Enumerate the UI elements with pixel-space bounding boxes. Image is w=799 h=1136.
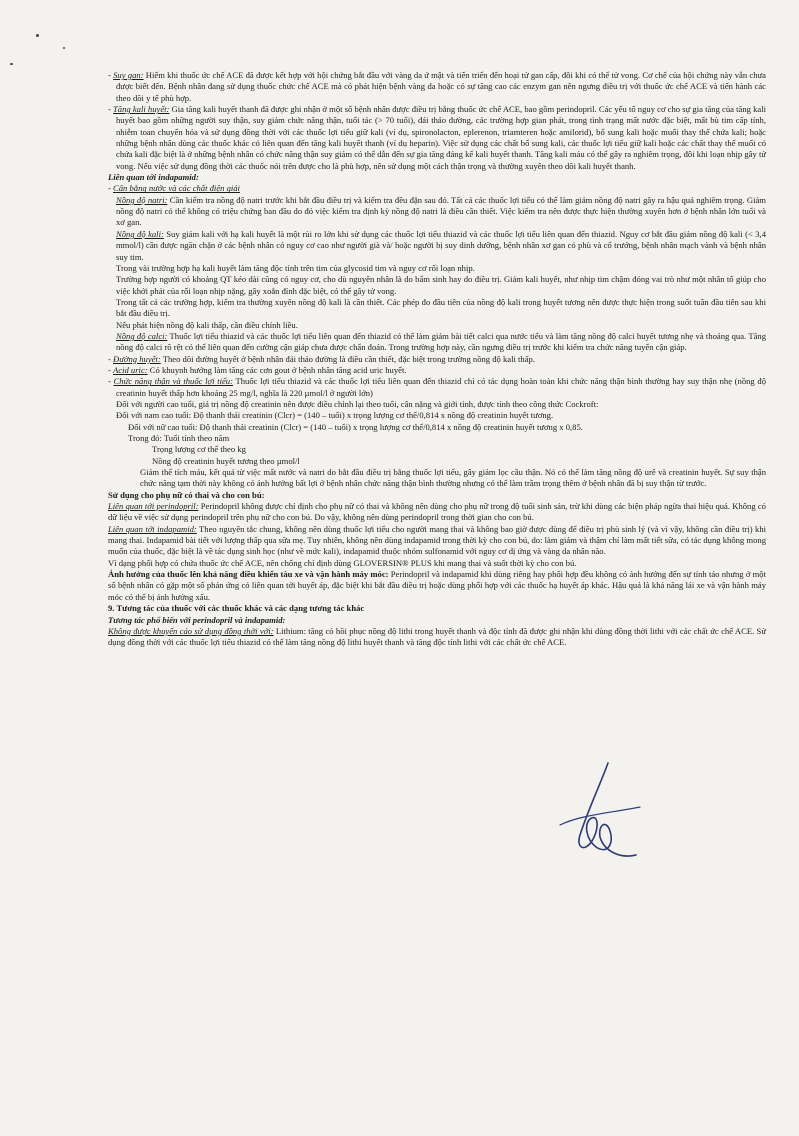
scan-speck [63,47,65,49]
document-page [108,70,766,649]
bullet-dash: - [108,353,114,364]
paragraph-label: Liên quan tới indapamid: [108,523,197,534]
paragraph-text: Vì dạng phối hợp có chứa thuốc ức chế ACE, nên chống chỉ định dùng GLOVERSIN® PLUS khi mang thai và suốt thời kỳ cho con bú. [108,557,577,568]
paragraph-label: Tăng kali huyết: [113,104,170,115]
document-paragraph [108,376,766,399]
paragraph-text: Trong vài trường hợp hạ kali huyết làm tăng độc tính trên tim của glycosid tim và nguy cơ rối loạn nhịp. [116,262,475,273]
document-paragraph [108,467,766,490]
paragraph-text: Liên quan tới indapamid: [108,172,199,183]
paragraph-label: Đường huyết: [113,353,161,364]
paragraph-text: Thuốc lợi tiểu thiazid và các thuốc lợi tiểu liên quan đến thiazid chỉ có tác dụng hoàn toàn khi chức năng thận bình thường hay suy thận nhẹ (nồng độ creatinin huyết thấp hơn khoảng 25 mg/l, nghĩa là 220 µmol/l ở người lớn) [116,376,767,398]
paragraph-text: Suy giảm kali với hạ kali huyết là một rủi ro lớn khi sử dụng các thuốc lợi tiểu thiazid và các thuốc lợi tiểu liên quan đến thiazid. Nguy cơ bắt đầu giảm nồng độ kali (< 3,4 mmol/l) cần được ngăn chặn ở các bệnh nhân có nguy cơ cao như người già và/ hoặc người bị suy dinh dưỡng, bệnh nhân xơ gan có phù và cổ trướng, bệnh nhân mạch vành và bệnh nhân suy tim. [116,228,767,262]
paragraph-text: Sử dụng cho phụ nữ có thai và cho con bú: [108,489,265,500]
paragraph-text: Trọng lượng cơ thể theo kg [152,444,246,455]
paragraph-text: Perindopril không được chỉ định cho phụ nữ có thai và không nên dùng cho phụ nữ trong độ tuổi sinh sản, trừ khi dùng các biện pháp ngừa thai hiệu quả. Không có dữ liệu về việc sử dụng perindopril trên phụ nữ cho con bú. Do vậy, không nên dùng perindopril trong thời gian cho con bú. [108,501,766,523]
document-paragraph [108,444,766,455]
paragraph-label: Nồng độ calci: [116,330,168,341]
document-paragraph [108,603,766,614]
document-paragraph [108,422,766,433]
paragraph-text: Nồng độ creatinin huyết tương theo µmol/l [152,455,300,466]
document-paragraph [108,501,766,524]
scan-speck [36,34,39,37]
document-paragraph [108,331,766,354]
paragraph-text: Theo nguyên tắc chung, không nên dùng thuốc lợi tiểu cho người mang thai và không bao giờ được dùng để điều trị phù sinh lý (và vì vậy, không cần điều trị) khi mang thai. Indapamid bài tiết với lượng thấp qua sữa mẹ. Tuy nhiên, không nên dùng indapamid trong thời kỳ cho con bú, do: làm giảm và thậm chí làm mất tiết sữa, có tác dụng không mong muốn của thuốc, đặc biệt là về tác dụng sinh học (như về mức kali), indapamid thuộc nhóm sulfonamid với nguy cơ dị ứng và vàng da nhân não. [108,523,766,557]
paragraph-text: Tương tác phổ biến với perindopril và indapamid: [108,614,286,625]
document-paragraph [108,490,766,501]
paragraph-text: Có khuynh hướng làm tăng các cơn gout ở bệnh nhân tăng acid uric huyết. [147,364,407,375]
paragraph-text: Perindopril và indapamid khi dùng riêng hay phối hợp đều không có ảnh hưởng đến sự tỉnh táo nhưng ở một số bệnh nhân có gặp một số phản ứng có liên quan tới huyết áp, đặc biệt khi bắt đầu điều trị hoặc dùng phối hợp với các thuốc hạ huyết áp khác. Hậu quả là khả năng lái xe và vận hành máy móc có thể bị ảnh hưởng xấu. [108,569,766,602]
document-paragraph [108,274,766,297]
document-paragraph [108,569,766,603]
paragraph-text: 9. Tương tác của thuốc với các thuốc khác và các dạng tương tác khác [108,603,365,614]
document-paragraph [108,626,766,649]
paragraph-text: Nếu phát hiện nồng độ kali thấp, cần điều chỉnh liều. [116,319,298,330]
paragraph-text: Giảm thể tích máu, kết quả từ việc mất nước và natri do bắt đầu điều trị bằng thuốc lợi tiểu, gây giảm lọc cầu thận. Nó có thể làm tăng nồng độ urê và creatinin huyết. Sự suy thận chức năng tạm thời này không có ảnh hưởng bất lợi ở bệnh nhân chức năng thận bình thường nhưng có thể làm trầm trọng thêm ở bệnh nhân đã bị suy thận từ trước. [140,467,766,489]
paragraph-text: Theo dõi đường huyết ở bệnh nhân đái tháo đường là điều cần thiết, đặc biệt trong trường nồng độ kali thấp. [160,353,535,364]
paragraph-text: Hiếm khi thuốc ức chế ACE đã được kết hợp với hội chứng bắt đầu với vàng da ứ mật và tiến triển đến hoại tử gan cấp, đôi khi có thể tử vong. Cơ chế của hội chứng này vẫn chưa được biết đến. Bệnh nhân đang sử dụng thuốc chức chế ACE mà có phát hiện bệnh vàng da hoặc có sự tăng cao các enzym gan nên ngưng điều trị với thuốc ức chế ACE và tiến hành các theo dõi y tế phù hợp. [116,70,766,103]
document-paragraph [108,524,766,558]
document-paragraph [108,615,766,626]
document-paragraph [108,70,766,104]
paragraph-text: Lithium: tăng có hồi phục nồng độ lithi trong huyết thanh và độc tính đã được ghi nhận khi dùng đồng thời lithi với các chất ức chế ACE. Sử dụng đồng thời với các thuốc lợi tiểu thiazid có thể làm tăng nồng độ lithi huyết thanh và tăng độc tính lithi với các chất ức chế ACE. [108,625,766,648]
bullet-dash: - [108,70,114,80]
bullet-dash: - [108,183,114,194]
document-paragraph [108,399,766,410]
document-paragraph [108,320,766,331]
bullet-dash: - [108,376,114,387]
paragraph-text: Gia tăng kali huyết thanh đã được ghi nhận ở một số bệnh nhân được điều trị bằng thuốc ức chế ACE, bao gồm perindopril. Các yếu tố nguy cơ cho sự gia tăng của tăng kali huyết bao gồm những người suy thận, suy giảm chức năng thận, tuổi tác (> 70 tuổi), đái tháo đường, các trường hợp gian phát, trong tình trạng mất nước đặc biệt, mất bù tim cấp tính, nhiễm toan chuyển hóa và sử dụng đồng thời với các thuốc lợi tiểu giữ kali (ví dụ, spironolacton, eplerenon, triamteren hoặc amilorid), bổ sung kali hoặc muối thay thế chứa kali; hoặc những bệnh nhân dùng các thuốc khác có liên quan đến tăng kali huyết thanh (ví dụ heparin). Việc sử dụng các chất bổ sung kali, các thuốc lợi tiểu giữ kali hoặc các chất thay thế muối có chứa kali đặc biệt là ở những bệnh nhân có chức năng thận suy giảm có thể dẫn đến sự gia tăng đáng kể kali huyết thanh. Tăng kali máu có thể gây ra nghiêm trọng, đôi khi loạn nhịp gây tử vong. Nếu việc sử dụng đồng thời các thuốc nói trên được cho là phù hợp, nên sử dụng một cách thận trọng và thường xuyên theo dõi kali huyết thanh. [116,104,766,171]
paragraph-text: Đối với nữ cao tuổi: Độ thanh thải creatinin (Clcr) = (140 – tuổi) x trọng lượng cơ thể/0,814 x nồng độ creatinin huyết tương x 0,85. [128,421,583,432]
paragraph-label: Cân bằng nước và các chất điện giải [113,183,240,194]
bullet-dash: - [108,364,114,375]
scan-speck [10,63,13,65]
document-paragraph [108,354,766,365]
paragraph-text: Cần kiểm tra nồng độ natri trước khi bắt đầu điều trị và kiểm tra đều đặn sau đó. Tất cả các thuốc lợi tiểu có thể làm giảm nồng độ natri gây ra hậu quả nghiêm trọng. Giảm nồng độ natri có thể không có triệu chứng ban đầu do đó việc kiểm tra định kỳ nồng độ natri là điều cần thiết. Việc kiểm tra nên được thực hiện thường xuyên hơn ở bệnh nhân lớn tuổi và xơ gan. [116,194,766,228]
paragraph-text: Trong đó: Tuổi tính theo năm [128,433,230,443]
bullet-dash: - [108,104,114,115]
paragraph-label: Nồng độ kali: [116,228,164,239]
document-paragraph [108,229,766,263]
paragraph-label: Chức năng thận và thuốc lợi tiểu: [113,376,233,387]
document-paragraph [108,433,766,444]
paragraph-text: Trường hợp người có khoảng QT kéo dài cũng có nguy cơ, cho dù nguyên nhân là do bẩm sinh hay do điều trị. Giảm kali huyết, như nhịp tim chậm đóng vai trò như một nhân tố giúp cho việc khởi phát của rối loạn nhịp nặng, gây xoắn đỉnh đặc biệt, có thể gây tử vong. [116,274,766,296]
bold-lead: Ảnh hưởng của thuốc lên khả năng điều khiển tàu xe và vận hành máy móc: [108,569,389,580]
paragraph-label: Suy gan: [113,70,144,80]
paragraph-text: Trong tất cả các trường hợp, kiểm tra thường xuyên nồng độ kali là cần thiết. Các phép đo đầu tiên của nồng độ kali trong huyết tương nên được thực hiện trong suốt tuần đầu tiên sau khi bắt đầu điều trị. [116,296,766,319]
paragraph-label: Không được khuyến cáo sử dụng đồng thời với: [108,625,274,636]
document-paragraph [108,183,766,194]
paragraph-label: Liên quan tới perindopril: [108,501,199,512]
document-paragraph [108,263,766,274]
paragraph-text: Đối với người cao tuổi, giá trị nồng độ creatinin nên được điều chỉnh lại theo tuổi, cân nặng và giới tính, được tính theo công thức Cockroft: [116,398,599,409]
paragraph-label: Acid uric: [113,364,148,375]
document-paragraph [108,365,766,376]
document-paragraph [108,558,766,569]
paragraph-text: Thuốc lợi tiểu thiazid và các thuốc lợi tiểu liên quan đến thiazid có thể làm giảm bài tiết calci qua nước tiểu và làm tăng nồng độ calci huyết tương nhẹ và thoáng qua. Tăng nồng độ calci rõ rệt có thể liên quan đến cường cận giáp chưa được chẩn đoán. Trong trường hợp này, cần ngưng điều trị trước khi kiểm tra chức năng tuyến cận giáp. [116,330,766,353]
paragraph-text: Đối với nam cao tuổi: Độ thanh thải creatinin (Clcr) = (140 – tuổi) x trọng lượng cơ thể/0,814 x nồng độ creatinin huyết tương. [116,410,554,421]
paragraph-label: Nồng độ natri: [116,194,168,205]
document-paragraph [108,195,766,229]
document-paragraph [108,104,766,172]
document-paragraph [108,410,766,421]
document-paragraph [108,172,766,183]
handwritten-signature-icon [540,755,660,875]
document-paragraph [108,297,766,320]
document-paragraph [108,456,766,467]
